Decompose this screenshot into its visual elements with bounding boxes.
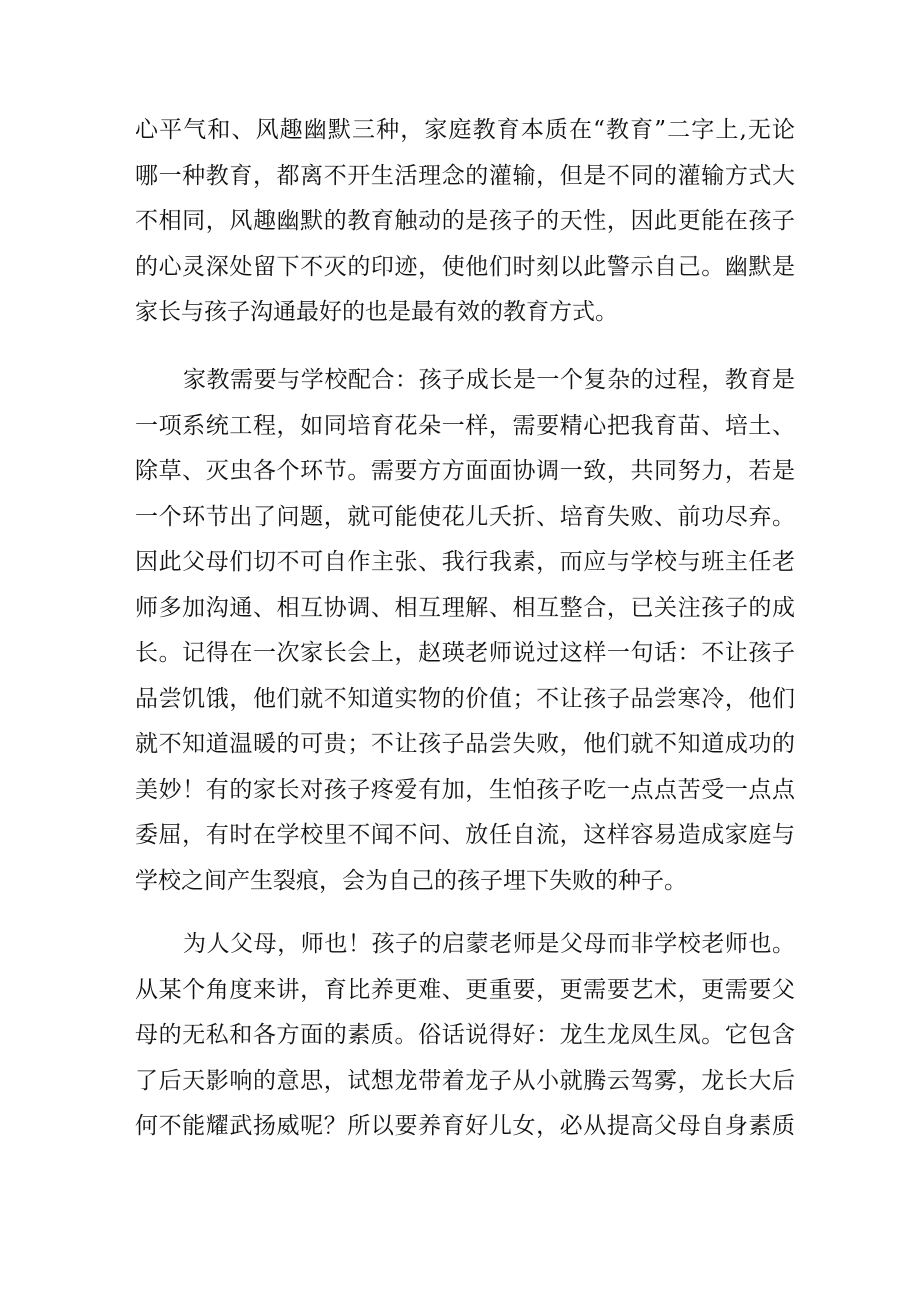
text-line: 一项系统工程，如同培育花朵一样，需要精心把我育苗、培土、 <box>135 412 795 439</box>
paragraph-humor <box>135 108 795 336</box>
text-line: 因此父母们切不可自作主张、我行我素，而应与学校与班主任老 <box>135 549 795 575</box>
text-line: 从某个角度来讲，育比养更难、更重要，更需要艺术，更需要父 <box>135 976 795 1003</box>
text-line: 的心灵深处留下不灭的印迹，使他们时刻以此警示自己。幽默是 <box>135 253 795 280</box>
text-line: 了后天影响的意思，试想龙带着龙子从小就腾云驾雾，龙长大后 <box>135 1067 795 1094</box>
text-line: 一个环节出了问题，就可能使花儿夭折、培育失败、前功尽弃。 <box>135 503 795 530</box>
paragraph-school-cooperation <box>135 358 795 904</box>
text-line: 长。记得在一次家长会上，赵瑛老师说过这样一句话：不让孩子 <box>135 640 795 666</box>
paragraph-parents-as-teachers <box>135 922 795 1150</box>
text-line: 就不知道温暖的可贵；不让孩子品尝失败，他们就不知道成功的 <box>135 731 795 757</box>
text-line: 学校之间产生裂痕，会为自己的孩子埋下失败的种子。 <box>135 867 687 894</box>
text-line: 除草、灭虫各个环节。需要方方面面协调一致，共同努力，若是 <box>135 458 795 484</box>
text-line: 心平气和、风趣幽默三种，家庭教育本质在“教育”二字上,无论 <box>135 117 795 143</box>
text-line: 美妙！有的家长对孩子疼爱有加，生怕孩子吃一点点苦受一点点 <box>135 776 795 803</box>
text-line: 为人父母，师也！孩子的启蒙老师是父母而非学校老师也。 <box>183 931 795 957</box>
text-line: 家长与孩子沟通最好的也是最有效的教育方式。 <box>135 299 618 325</box>
text-line: 不相同，风趣幽默的教育触动的是孩子的天性，因此更能在孩子 <box>135 208 795 234</box>
text-line: 品尝饥饿，他们就不知道实物的价值；不让孩子品尝寒冷，他们 <box>135 685 795 712</box>
text-line: 委屈，有时在学校里不闻不问、放任自流，这样容易造成家庭与 <box>135 822 795 848</box>
text-line: 师多加沟通、相互协调、相互理解、相互整合，已关注孩子的成 <box>135 594 795 621</box>
text-line: 哪一种教育，都离不开生活理念的灌输，但是不同的灌输方式大 <box>135 162 795 189</box>
text-line: 家教需要与学校配合：孩子成长是一个复杂的过程，教育是 <box>183 367 795 393</box>
text-line: 何不能耀武扬威呢？所以要养育好儿女，必从提高父母自身素质 <box>135 1113 795 1139</box>
text-line: 母的无私和各方面的素质。俗话说得好：龙生龙凤生凤。它包含 <box>135 1022 795 1048</box>
